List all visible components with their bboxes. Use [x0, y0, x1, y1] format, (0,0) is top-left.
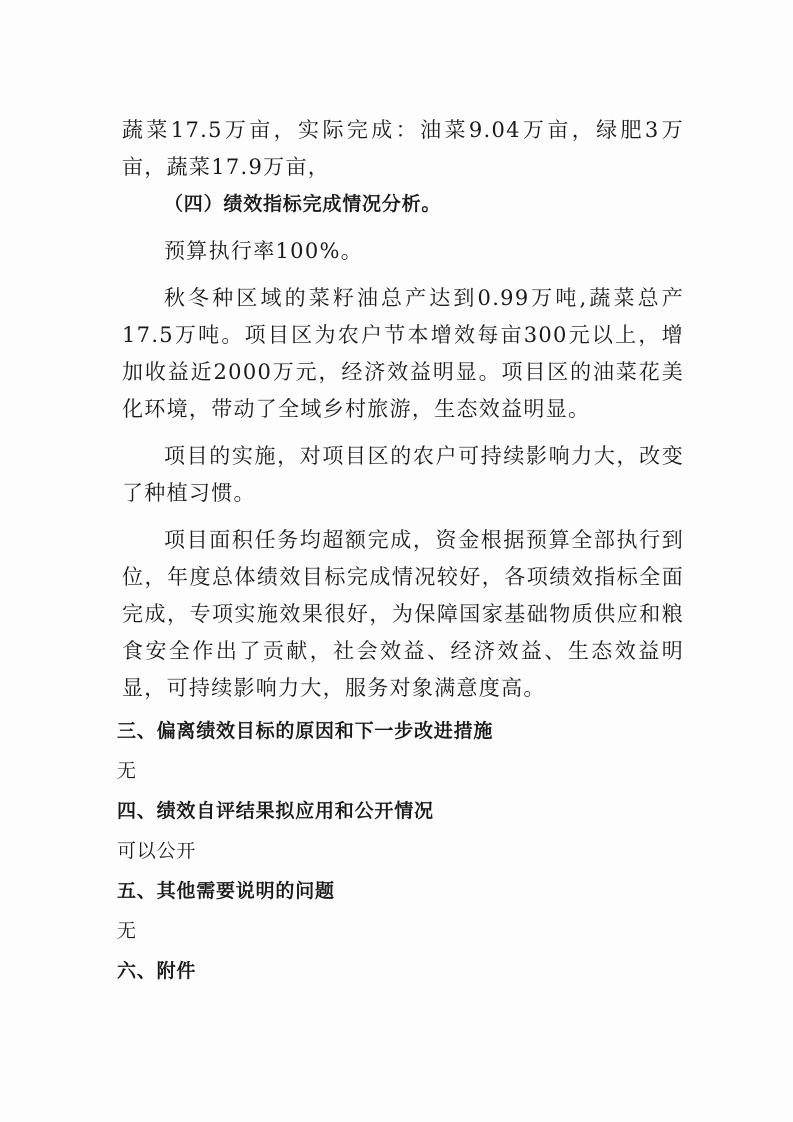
paragraph-overall-summary: 项目面积任务均超额完成，资金根据预算全部执行到位，年度总体绩效目标完成情况较好，各项绩效指标全面完成，专项实施效果很好，为保障国家基础物质供应和粮食安全作出了贡献，社会效益、经济效益、生态效益明显，可持续影响力大，服务对象满意度高。 — [122, 528, 684, 700]
paragraph-budget-execution: 预算执行率100%。 — [164, 239, 364, 263]
subheading-indicator-analysis: （四）绩效指标完成情况分析。 — [164, 193, 442, 215]
paragraph-sustainable-impact: 项目的实施，对项目区的农户可持续影响力大，改变了种植习惯。 — [122, 444, 684, 505]
section-4-body: 可以公开 — [117, 840, 197, 862]
paragraph-planting-results: 蔬菜17.5万亩，实际完成：油菜9.04万亩，绿肥3万亩，蔬菜17.9万亩， — [122, 118, 684, 179]
section-3-body: 无 — [117, 760, 137, 782]
section-3-heading: 三、偏离绩效目标的原因和下一步改进措施 — [117, 720, 494, 742]
section-5-heading: 五、其他需要说明的问题 — [117, 880, 335, 902]
paragraph-output-benefits: 秋冬种区域的菜籽油总产达到0.99万吨,蔬菜总产17.5万吨。项目区为农户节本增效每亩300元以上，增加收益近2000万元，经济效益明显。项目区的油菜花美化环境，带动了全域乡村旅游，生态效益明显。 — [122, 286, 684, 421]
section-4-heading: 四、绩效自评结果拟应用和公开情况 — [117, 800, 434, 822]
section-5-body: 无 — [117, 920, 137, 942]
section-6-heading: 六、附件 — [117, 960, 197, 982]
document-body — [117, 112, 684, 991]
